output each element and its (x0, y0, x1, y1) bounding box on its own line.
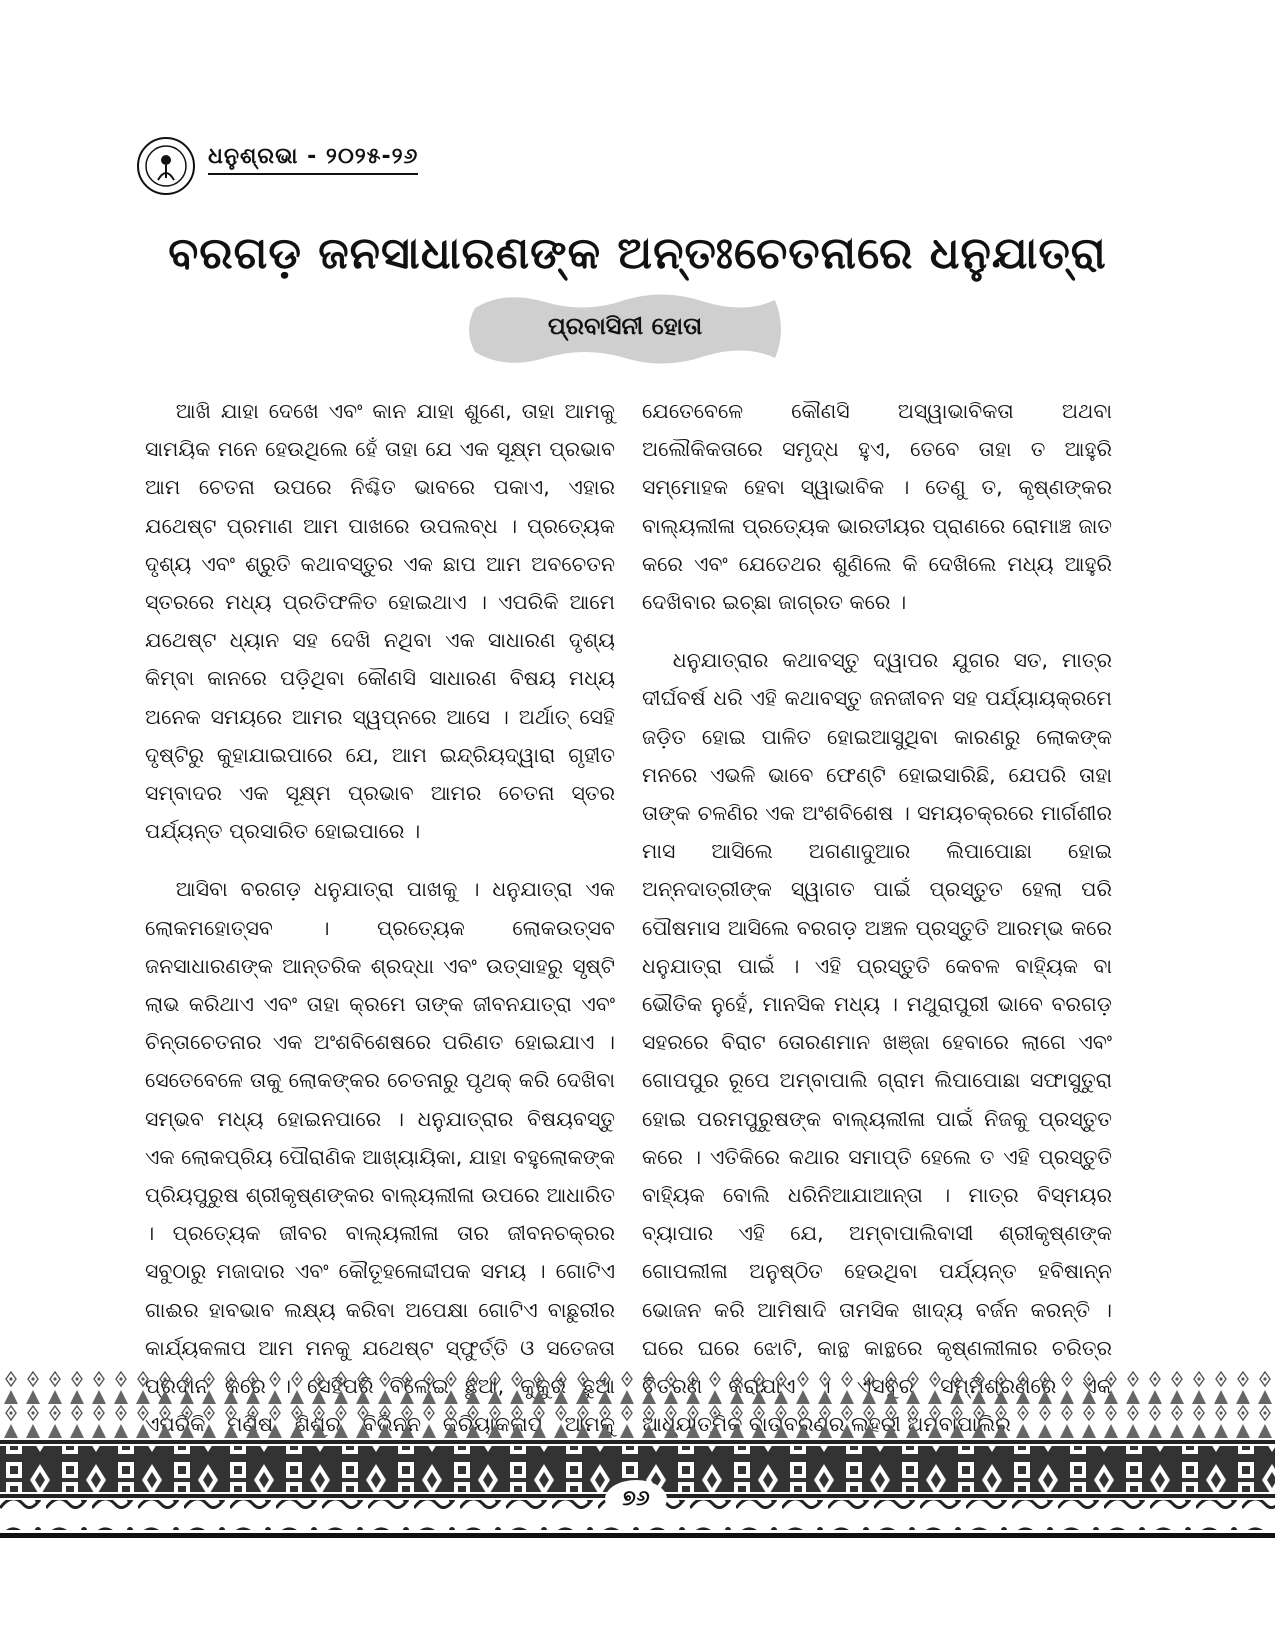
paragraph: ଧନୁଯାତ୍ରାର କଥାବସ୍ତୁ ଦ୍ୱାପର ଯୁଗର ସତ, ମାତ୍ର ଦୀର୍ଘବର୍ଷ ଧରି ଏହି କଥାବସ୍ତୁ ଜନଜୀବନ ସହ ପର୍ଯ୍ୟାୟକ୍ରମେ ଜଡ଼ିତ ହୋଇ ପାଳିତ ହୋଇଆସୁଥିବା କାରଣରୁ ଲୋକଙ୍କ ମନରେ ଏଭଳି ଭାବେ ଫେଣ୍ଟି ହୋଇସାରିଛି, ଯେପରି ତାହା ତାଙ୍କ ଚଳଣିର ଏକ ଅଂଶବିଶେଷ । ସମୟଚକ୍ରରେ ମାର୍ଗଶୀର ମାସ ଆସିଲେ ଅଗଣାଦୁଆର ଲିପାପୋଛା ହୋଇ ଅନ୍ନଦାତ୍ରୀଙ୍କ ସ୍ୱାଗତ ପାଇଁ ପ୍ରସ୍ତୁତ ହେଲା ପରି ପୌଷମାସ ଆସିଲେ ବରଗଡ଼ ଅଞ୍ଚଳ ପ୍ରସ୍ତୁତି ଆରମ୍ଭ କରେ ଧନୁଯାତ୍ରା ପାଇଁ । ଏହି ପ୍ରସ୍ତୁତି କେବଳ ବାହ୍ୟିକ ବା ଭୌତିକ ନୁହେଁ, ମାନସିକ ମଧ୍ୟ । ମଥୁରାପୁରୀ ଭାବେ ବରଗଡ଼ ସହରରେ ବିରାଟ ତୋରଣମାନ ଖଞ୍ଜା ହେବାରେ ଲାଗେ ଏବଂ ଗୋପପୁର ରୂପେ ଅମ୍ବାପାଲି ଗ୍ରାମ ଲିପାପୋଛା ସଫାସୁତୁରା ହୋଇ ପରମପୁରୁଷଙ୍କ ବାଲ୍ୟଲୀଳା ପାଇଁ ନିଜକୁ ପ୍ରସ୍ତୁତ କରେ । ଏତିକିରେ କଥାର ସମାପ୍ତି ହେଲେ ତ ଏହି ପ୍ରସ୍ତୁତି ବାହ୍ୟିକ ବୋଲି ଧରିନିଆଯାଆନ୍ତା । ମାତ୍ର ବିସ୍ମୟର ବ୍ୟାପାର ଏହି ଯେ, ଅମ୍ବାପାଲିବାସୀ ଶ୍ରୀକୃଷ୍ଣଙ୍କ ଗୋପଲୀଳା ଅନୁଷ୍ଠିତ ହେଉଥିବା ପର୍ଯ୍ୟନ୍ତ ହବିଷାନ୍ନ ଭୋଜନ କରି ଆମିଷାଦି ତାମସିକ ଖାଦ୍ୟ ବର୍ଜନ କରନ୍ତି । ଘରେ ଘରେ ଝୋଟି, କାନ୍ଥ କାନ୍ଥରେ କୃଷ୍ଣଲୀଳାର ଚରିତ୍ର (642, 648, 1112, 1360)
paragraph: ଆଖି ଯାହା ଦେଖେ ଏବଂ କାନ ଯାହା ଶୁଣେ, ତାହା ଆମକୁ ସାମୟିକ ମନେ ହେଉଥିଲେ ହେଁ ତାହା ଯେ ଏକ ସୂକ୍ଷ୍ମ ପ୍ରଭାବ ଆମ ଚେତନା ଉପରେ ନିଶ୍ଚିତ ଭାବରେ ପକାଏ, ଏହାର ଯଥେଷ୍ଟ ପ୍ରମାଣ ଆମ ପାଖରେ ଉପଲବ୍ଧ । ପ୍ରତ୍ୟେକ ଦୃଶ୍ୟ ଏବଂ ଶ୍ରୁତି କଥାବସ୍ତୁର ଏକ ଛାପ ଆମ ଅବଚେତନ ସ୍ତରରେ ମଧ୍ୟ ପ୍ରତିଫଳିତ ହୋଇଥାଏ । ଏପରିକି ଆମେ ଯଥେଷ୍ଟ ଧ୍ୟାନ ସହ ଦେଖି ନଥିବା ଏକ ସାଧାରଣ ଦୃଶ୍ୟ କିମ୍ବା କାନରେ ପଡ଼ିଥିବା କୌଣସି ସାଧାରଣ ବିଷୟ ମଧ୍ୟ ଅନେକ ସମୟରେ ଆମର ସ୍ୱପ୍ନରେ ଆସେ । ଅର୍ଥାତ୍ ସେହି ଦୃଷ୍ଟିରୁ କୁହାଯାଇପାରେ ଯେ, ଆମ ଇନ୍ଦ୍ରିୟଦ୍ୱାରା ଗୃହୀତ ସମ୍ବାଦର ଏକ ସୂକ୍ଷ୍ମ ପ୍ରଭାବ ଆମର ଚେତନା ସ୍ତର ପର୍ଯ୍ୟନ୍ତ ପ୍ରସାରିତ ହୋଇପାରେ । (145, 399, 615, 844)
paragraph: ଆସିବା ବରଗଡ଼ ଧନୁଯାତ୍ରା ପାଖକୁ । ଧନୁଯାତ୍ରା ଏକ ଲୋକମହୋତ୍ସବ । ପ୍ରତ୍ୟେକ ଲୋକଉତ୍ସବ ଜନସାଧାରଣଙ୍କ ଆନ୍ତରିକ ଶ୍ରଦ୍ଧା ଏବଂ ଉତ୍ସାହରୁ ସୃଷ୍ଟି ଲାଭ କରିଥାଏ ଏବଂ ତାହା କ୍ରମେ ତାଙ୍କ ଜୀବନଯାତ୍ରା ଏବଂ ଚିନ୍ତାଚେତନାର ଏକ ଅଂଶବିଶେଷରେ ପରିଣତ ହୋଇଯାଏ । ସେତେବେଳେ ତାକୁ ଲୋକଙ୍କର ଚେତନାରୁ ପୃଥକ୍ କରି ଦେଖିବା ସମ୍ଭବ ମଧ୍ୟ ହୋଇନପାରେ । ଧନୁଯାତ୍ରାର ବିଷୟବସ୍ତୁ ଏକ ଲୋକପ୍ରିୟ ପୌରାଣିକ ଆଖ୍ୟାୟିକା, ଯାହା ବହୁଲୋକଙ୍କ ପ୍ରିୟପୁରୁଷ ଶ୍ରୀକୃଷ୍ଣଙ୍କର ବାଲ୍ୟଲୀଳା ଉପରେ ଆଧାରିତ । ପ୍ରତ୍ୟେକ ଜୀବର ବାଲ୍ୟଲୀଳା ତାର ଜୀବନଚକ୍ରର ସବୁଠାରୁ ମଜାଦାର ଏବଂ କୌତୂହଳୋଦ୍ଦୀପକ ସମୟ । ଗୋଟିଏ ଗାଈର ହାବଭାବ ଲକ୍ଷ୍ୟ କରିବା ଅପେକ୍ଷା ଗୋଟିଏ ବାଛୁରୀର କାର୍ଯ୍ୟକଳାପ ଆମ ମନକୁ ଯଥେଷ୍ଟ ସ୍ଫୁର୍ତ୍ତି ଓ ସତେଜତା (145, 877, 615, 1360)
circular-seal-logo (136, 136, 196, 196)
page-number: ୭୬ (605, 1480, 667, 1518)
right-column (642, 392, 1112, 1463)
page-header (136, 132, 556, 202)
author-banner (465, 290, 785, 370)
running-header-title: ଧନୁଶ୍ରଭା - ୨୦୨୫-୨୬ (208, 144, 418, 175)
article-title: ବରଗଡ଼ ଜନସାଧାରଣଙ୍କ ଅନ୍ତଃଚେତନାରେ ଧନୁଯାତ୍ରା (168, 228, 1107, 279)
left-column (145, 392, 615, 1502)
paragraph: ଯେତେବେଳେ କୌଣସି ଅସ୍ୱାଭାବିକତା ଅଥବା ଅଲୌକିକତାରେ ସମୃଦ୍ଧ ହୁଏ, ତେବେ ତାହା ତ ଆହୁରି ସମ୍ମୋହକ ହେବା ସ୍ୱାଭାବିକ । ତେଣୁ ତ, କୃଷ୍ଣଙ୍କର ବାଲ୍ୟଲୀଳା ପ୍ରତ୍ୟେକ ଭାରତୀୟର ପ୍ରାଣରେ ରୋମାଞ୍ଚ ଜାତ କରେ ଏବଂ ଯେତେଥର ଶୁଣିଲେ କି ଦେଖିଲେ ମଧ୍ୟ ଆହୁରି ଦେଖିବାର ଇଚ୍ଛା ଜାଗ୍ରତ କରେ । (642, 399, 1112, 615)
author-name: ପ୍ରବାସିନୀ ହୋତା (547, 312, 703, 340)
